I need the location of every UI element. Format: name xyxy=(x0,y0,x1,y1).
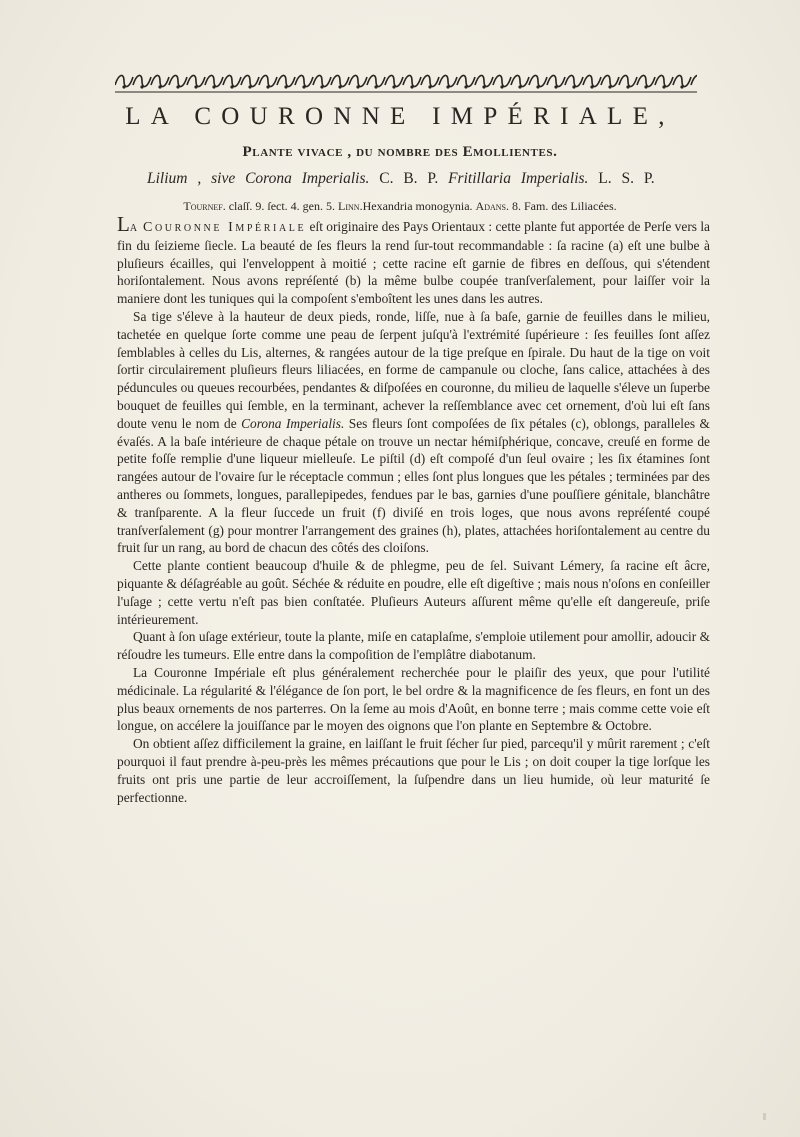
ornament-dot xyxy=(284,85,287,88)
ornament-dot xyxy=(464,85,467,88)
paragraph-1 xyxy=(117,212,711,308)
ornament-scroll xyxy=(601,75,619,86)
adanson-label: Adans. xyxy=(475,199,509,213)
ornament-dot xyxy=(122,85,125,88)
ornament-scroll xyxy=(403,75,421,86)
ornament-scroll xyxy=(565,75,583,86)
paragraph-5: La Couronne Impériale eſt plus généralement recherchée pour le plaiſir des yeux, que pour l'utilité médicinale. La régularité & l'élégance de ſon port, le bel ordre & la magnificence de ſes fleurs, en font un des plus beaux ornements de nos parterres. On la ſeme au mois d'Août, en bonne terre ; mais comme cette voie eſt longue, on accélere la jouiſſance par le moyen des oignons que l'on plante en Septembre & Octobre. xyxy=(117,664,710,734)
ornament-dot xyxy=(320,85,323,88)
ornament-dot xyxy=(482,85,485,88)
ornament-scroll xyxy=(439,75,457,86)
ornament-dot xyxy=(266,85,269,88)
ornament-dot xyxy=(428,85,431,88)
ornament-dot xyxy=(410,85,413,88)
ornament-scroll xyxy=(619,75,637,86)
ornament-dot xyxy=(230,85,233,88)
bauhin-reference: C. B. P. xyxy=(379,170,439,187)
ornament-scroll xyxy=(511,75,529,86)
ornament-dot xyxy=(338,85,341,88)
ornament-scroll xyxy=(223,75,241,86)
ornament-dot xyxy=(518,85,521,88)
adanson-ref: 8. Fam. des Liliacées. xyxy=(512,199,617,213)
ornament-dot xyxy=(446,85,449,88)
ornament-scroll xyxy=(637,75,655,86)
lead-word-a: a xyxy=(129,220,140,235)
ornament-scroll xyxy=(169,75,187,86)
ornament-scroll xyxy=(205,75,223,86)
ornament-dot xyxy=(374,85,377,88)
latin-species: Corona Imperialis. xyxy=(245,170,370,187)
ornament-scroll xyxy=(691,75,697,86)
paper-speck xyxy=(763,1113,766,1120)
page-subtitle: Plante vivace , du nombre des Emollientes. xyxy=(242,144,558,160)
ornament-scroll xyxy=(367,75,385,86)
paragraph-2-text-a: Sa tige s'éleve à la hauteur de deux pieds, ronde, liſſe, nue à ſa baſe, garnie de feuilles dans le milieu, tachetée en quelque ſorte comme une peau de ſerpent juſqu'à l'extrémité ſupérieure : ſes feuilles ſont aſſez ſemblables à celles du Lis, alternes, & rangées autour de la tige preſque en ſpirale. Du haut de la tige on voit ſortir circulairement pluſieurs fleurs liliacées, en forme de campanule ou cloche, ſans calice, attachées à des péduncules ou queues recourbées, pendantes & diſpoſées en couronne, du milieu de laquelle s'éleve un ſuperbe bouquet de feuilles qui ſemble, en la terminant, achever la reſſemblance avec cet ornement, d'où lui eſt ſans doute venu le nom de xyxy=(117,308,710,431)
latin-genus: Lilium xyxy=(147,170,188,187)
paragraph-2-emphasis: Corona Imperialis. xyxy=(241,415,345,431)
ornament-scroll xyxy=(655,75,673,86)
ornament-scroll xyxy=(331,75,349,86)
ornament-scroll xyxy=(547,75,565,86)
ornament-dot xyxy=(626,85,629,88)
ornament-dot xyxy=(158,85,161,88)
lead-words: Couronne Impériale xyxy=(143,220,307,235)
linnaeus-label: Linn. xyxy=(338,199,363,213)
ornament-dot xyxy=(212,85,215,88)
ornament-scroll xyxy=(457,75,475,86)
linnaeus-ref: Hexandria monogynia. xyxy=(362,199,473,213)
ornament-scroll xyxy=(241,75,259,86)
paragraph-3: Cette plante contient beaucoup d'huile & de phlegme, peu de ſel. Suivant Lémery, ſa racine eſt âcre, piquante & déſagréable au goût. Séchée & réduite en poudre, elle eſt digeſtive ; mais nous n'oſons en conſeiller l'uſage ; cette vertu n'eſt pas bien conſtatée. Pluſieurs Auteurs aſſurent même qu'elle eſt dangereuſe, priſe intérieurement. xyxy=(117,558,710,627)
ornament-scroll xyxy=(133,75,151,86)
ornament-scroll xyxy=(421,75,439,86)
latin-name-line xyxy=(147,170,667,188)
ornament-scroll xyxy=(673,75,691,86)
ornament-dot xyxy=(662,85,665,88)
linnaean-name: Fritillaria Imperialis. xyxy=(448,170,589,187)
ornament-scroll xyxy=(583,75,601,86)
ornament-scroll xyxy=(151,75,169,86)
latin-sive: sive xyxy=(211,170,236,187)
paragraph-4: Quant à ſon uſage extérieur, toute la plante, miſe en cataplaſme, s'emploie utilement pour amollir, adoucir & réſoudre les tumeurs. Elle entre dans la compoſition de l'emplâtre diabotanum. xyxy=(117,629,710,663)
ornament-scroll xyxy=(349,75,367,86)
ornament-scroll xyxy=(115,75,133,86)
ornament-dot xyxy=(590,85,593,88)
ornament-dot xyxy=(248,85,251,88)
paragraph-2 xyxy=(117,308,710,557)
paragraph-2-text-b: Ses fleurs ſont compoſées de ſix pétales (c), oblongs, paralleles & évaſés. A la baſe intérieure de chaque pétale on trouve un nectar hémiſphérique, concave, creuſé en forme de petite foſſe remplie d'une liqueur mielleuſe. Le piſtil (d) eſt compoſé d'un ſeul ovaire ; les ſix étamines ſont rangées autour de l'ovaire ſur le réceptacle commun ; elles ſont plus longues que les pétales ; terminées par des antheres ou ſommets, longues, parallepipedes, fendues par le bas, garnies d'une pouſſiere génitale, blanchâtre & tranſparente. A la fleur ſuccede un fruit (f) diviſé en trois loges, que nous avons repréſenté coupé tranſverſalement (g) pour montrer l'arrangement des graines (h), plates, attachées horiſontalement au centre du fruit ſur un rang, au bord de chacun des côtés des cloiſons. xyxy=(117,415,710,556)
article-body xyxy=(117,212,711,806)
ornament-dot xyxy=(500,85,503,88)
paragraph-1-text: eſt originaire des Pays Orientaux : cette plante fut apportée de Perſe vers la fin du ſeizieme ſiecle. La beauté de ſes fleurs la rend ſur-tout recommandable : ſa racine (a) eſt une bulbe à pluſieurs écailles, qui l'enveloppent à moitié ; cette racine eſt garnie de fibres en deſſous, qui s'étendent horiſontalement. Nous avons repréſenté (b) la même bulbe coupée tranſverſalement, pour laiſſer voir la maniere dont les tuniques qui la compoſent s'emboîtent les unes dans les autres. xyxy=(117,219,711,307)
ornament-scroll xyxy=(313,75,331,86)
page-title: LA COURONNE IMPÉRIALE, xyxy=(125,103,675,130)
ornament-dot xyxy=(356,85,359,88)
paragraph-6: On obtient aſſez difficilement la graine, en laiſſant le fruit ſécher ſur pied, parcequ'il y mûrit rarement ; c'eſt pourquoi il faut prendre à-peu-près les mêmes précautions que pour le Lis ; on doit couper la tige lorſque les fruits ont pris une partie de leur accroiſſement, la ſuſpendre dans un lieu humide, où leur maturité ſe perfectionne. xyxy=(117,736,710,805)
ornament-dot xyxy=(194,85,197,88)
ornament-dot xyxy=(572,85,575,88)
tournefort-ref: claſſ. 9. ſect. 4. gen. 5. xyxy=(228,199,336,213)
ornament-scroll xyxy=(493,75,511,86)
ornament-dot xyxy=(392,85,395,88)
ornament-dot xyxy=(302,85,305,88)
decorative-border-ornament xyxy=(115,67,697,95)
latin-separator: , xyxy=(197,170,202,187)
ornament-scroll xyxy=(529,75,547,86)
ornament-dot xyxy=(536,85,539,88)
ornament-dot xyxy=(680,85,683,88)
drop-cap: L xyxy=(117,212,130,236)
ornament-scroll xyxy=(385,75,403,86)
ornament-scroll xyxy=(295,75,313,86)
tournefort-label: Tournef. xyxy=(183,199,226,213)
ornament-dot xyxy=(140,85,143,88)
ornament-scroll xyxy=(475,75,493,86)
ornament-dot xyxy=(176,85,179,88)
ornament-dot xyxy=(644,85,647,88)
ornament-scroll xyxy=(187,75,205,86)
ornament-dot xyxy=(608,85,611,88)
ornament-scroll xyxy=(259,75,277,86)
ornament-scroll xyxy=(277,75,295,86)
linnaeus-reference: L. S. P. xyxy=(598,170,655,187)
ornament-dot xyxy=(554,85,557,88)
